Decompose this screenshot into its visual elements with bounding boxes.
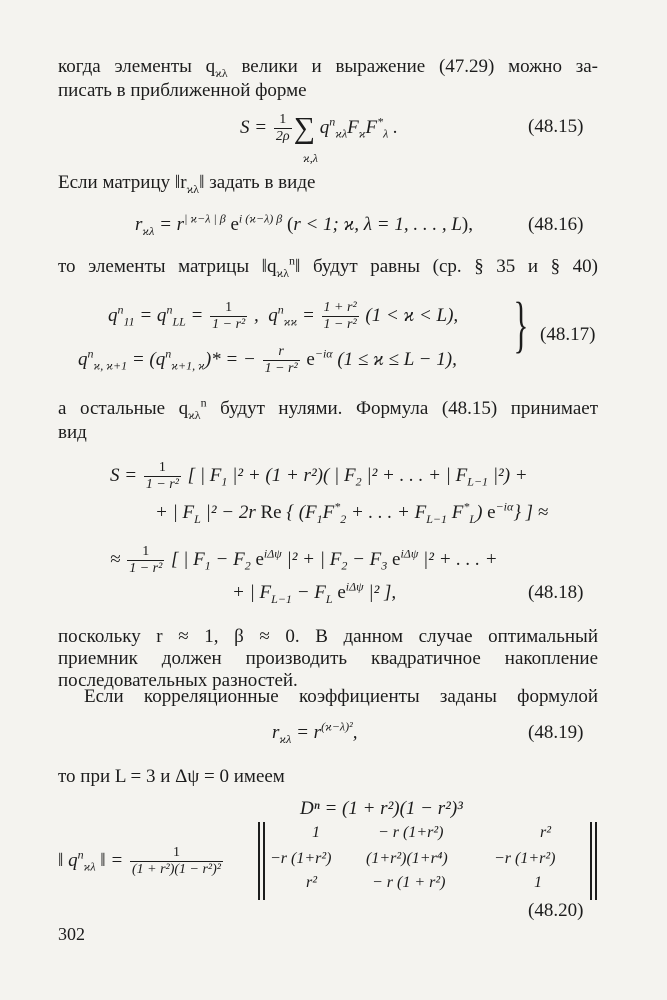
equation-number: (48.17) <box>540 324 596 345</box>
matrix-cell: 1 <box>312 824 320 841</box>
paragraph-line <box>58 422 87 444</box>
text-span: а остальные q <box>58 398 189 419</box>
text-span: будут нулями. Формула (48.15) принимает <box>206 398 598 419</box>
subscript: ϰλ <box>215 65 228 80</box>
matrix-cell: r² <box>540 824 552 841</box>
matrix-cell: −r (1+r²) <box>270 850 332 867</box>
equation-number: (48.18) <box>528 582 584 603</box>
text-span: последовательных разностей. <box>58 670 298 691</box>
equation-48-15: S = $\frac{1}{2\rho}$ ∑ $q^n_{ϰ\lambda}F_ϰF^*_\lambda$ . <box>240 111 398 145</box>
text-span: Если корреляционные коэффициенты заданы формулой <box>84 686 598 707</box>
right-brace: } <box>513 291 529 359</box>
equation-48-17-line1: $q^n_{11} = q^n_{LL}$ = $\frac{1}{\text{1 − r²}}$ , $q^n_{ϰϰ}$ = $\frac{\text{1 + r²}}{\text{1 − r²}}$ (1 < ϰ < L), <box>108 300 459 332</box>
subscript: ϰλ <box>186 181 200 196</box>
equation-48-18-line4: + | $F_{L-1} - F_L$ $e^{i\Delta\psi}$ |² ], <box>232 579 397 606</box>
equation-48-18-line2: + | $F_L$ |² − 2r Re { ($F_1F^*_2$ + . . . + $F_{L-1}$ $F^*_L$) $e^{-i\alpha}$} ] ≈ <box>155 499 549 526</box>
text-span: поскольку r ≈ 1, β ≈ 0. В данном случае оптимальный <box>58 626 598 647</box>
equation-number: (48.20) <box>528 900 584 921</box>
paragraph-line <box>84 686 598 708</box>
text-span: велики и выражение (47.29) можно за- <box>227 56 598 77</box>
equation-number: (48.16) <box>528 214 584 235</box>
equation-48-19: $r_{ϰ\lambda} = r^{(ϰ-\lambda)^2}$, <box>272 719 358 746</box>
equation-48-18-line1: S = $\frac{1}{\text{1 − r²}}$ [ | $F_1$ |² + (1 + r²)( | $F_2$ |² + . . . + | $F_{L-1}$ |²) + <box>110 460 528 492</box>
paragraph-line <box>58 648 598 670</box>
matrix-cell: 1 <box>534 874 542 891</box>
matrix-cell: (1+r²)(1+r⁴) <box>366 850 448 867</box>
matrix-bar-left <box>258 822 265 900</box>
equation-number: (48.19) <box>528 722 584 743</box>
text-span: Если матрицу ‖r <box>58 172 187 193</box>
equation-number: (48.15) <box>528 116 584 137</box>
paragraph-line <box>58 80 307 102</box>
condition: (1 ≤ ϰ ≤ L − 1), <box>337 348 457 370</box>
text-span: вид <box>58 422 87 443</box>
matrix-cell: −r (1+r²) <box>494 850 556 867</box>
text-span: когда элементы q <box>58 56 216 77</box>
text-span: ‖ будут равны (ср. § 35 и § 40) <box>295 256 598 277</box>
equation-48-17-line2: $q^n_{ϰ, ϰ+1} = (q^n_{ϰ+1, ϰ})*$ = − $\frac{r}{\text{1 − r²}}$ $e^{-i\alpha}$ (1 ≤ ϰ ≤ L − 1), <box>78 344 457 376</box>
sum-subscript: ϰ,λ <box>303 151 318 165</box>
paragraph-line <box>58 172 315 194</box>
matrix-cell: − r (1+r²) <box>378 824 444 841</box>
text-span: то элементы матрицы ‖q <box>58 256 277 277</box>
page-number: 302 <box>58 924 85 944</box>
equation-48-18-line3: ≈ $\frac{1}{\text{1 − r²}}$ [ | $F_1 - F_2$ $e^{i\Delta\psi}$ |² + | $F_2 - F_3$ $e^{i\Delta\psi}$ |² + . . . + <box>110 544 498 576</box>
matrix-bar-right <box>590 822 597 900</box>
matrix-lhs: ‖ $q^n_{ϰ\lambda}$ ‖ = $\frac{1}{\text{(1 + r²)(1 − r²)²}}$ <box>58 845 221 877</box>
equation-48-20-dn: Dⁿ = (1 + r²)(1 − r²)³ <box>300 798 463 819</box>
superscript: n <box>200 395 207 410</box>
subscript: ϰλ <box>188 407 201 422</box>
matrix-cell: − r (1 + r²) <box>372 874 446 891</box>
text-span: писать в приближенной форме <box>58 80 307 101</box>
superscript: n <box>289 253 296 268</box>
text-span: ‖ задать в виде <box>199 172 316 193</box>
equation-48-16: $r_{ϰ\lambda} = r^{| ϰ-\lambda | \beta}$ $e^{i (ϰ-\lambda) \beta}$ (r < 1; ϰ, λ = 1, . . . , L), <box>135 211 473 238</box>
text-span: приемник должен производить квадратичное накопление <box>58 648 598 669</box>
subscript: ϰλ <box>276 265 290 280</box>
paragraph-line <box>58 626 598 648</box>
paragraph-line <box>58 253 598 280</box>
text-span: то при L = 3 и Δψ = 0 имеем <box>58 766 285 787</box>
paragraph-line <box>58 395 598 422</box>
matrix-cell: r² <box>306 874 318 891</box>
condition: (1 < ϰ < L), <box>365 304 459 326</box>
paragraph-line <box>58 56 598 78</box>
paragraph-line <box>58 766 285 788</box>
